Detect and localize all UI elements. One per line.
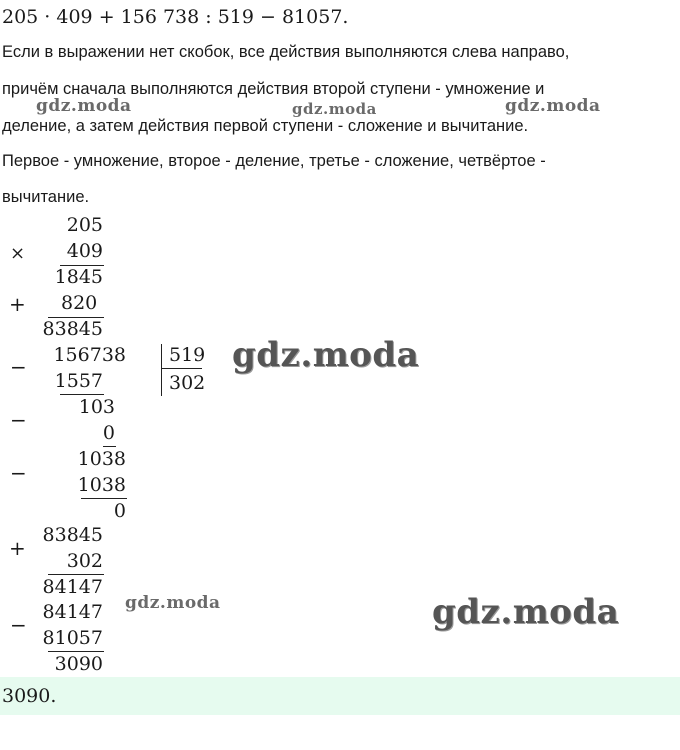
mult-factor2: 409 [66, 240, 103, 262]
watermark-logo: gdz.moda [505, 96, 601, 116]
div-minus-3: − [10, 461, 27, 485]
watermark-logo: gdz.moda [292, 100, 377, 118]
div-bracket-horizontal [162, 368, 202, 369]
div-subtrahend-2: 0 [102, 422, 115, 444]
mult-partial1: 1845 [54, 266, 103, 288]
watermark-logo-large: gdz.moda [232, 335, 420, 375]
div-minus-2: − [10, 408, 27, 432]
explanation-line-1: Если в выражении нет скобок, все действия выполняются слева направо, [2, 43, 570, 61]
div-remainder-3: 0 [113, 500, 126, 522]
mult-operator: × [10, 243, 26, 264]
div-subtrahend-3: 1038 [77, 474, 126, 496]
mult-partial2: 820 [61, 292, 98, 314]
sub-result: 3090 [54, 653, 103, 675]
add-sum: 84147 [42, 576, 103, 598]
add-operator: + [9, 536, 26, 560]
div-subtrahend-1: 1557 [54, 370, 103, 392]
explanation-line-4: Первое - умножение, второе - деление, третье - сложение, четвёртое - [2, 152, 546, 170]
expression: 205 · 409 + 156 738 : 519 − 81057. [2, 6, 349, 28]
watermark-logo: gdz.moda [125, 593, 221, 613]
watermark-logo: gdz.moda [36, 96, 132, 116]
mult-product: 83845 [42, 318, 103, 340]
add-term-a: 83845 [42, 524, 103, 546]
mult-factor1: 205 [66, 214, 103, 236]
add-term-b: 302 [66, 550, 103, 572]
div-minus-1: − [10, 355, 27, 379]
explanation-line-3: деление, а затем действия первой ступени - сложение и вычитание. [2, 117, 529, 135]
div-bracket-vertical [161, 344, 162, 396]
sub-term-b: 81057 [42, 627, 103, 649]
sub-operator: − [10, 613, 27, 637]
explanation-line-5: вычитание. [2, 188, 90, 206]
mult-plus-operator: + [9, 292, 26, 316]
explanation-line-2: причём сначала выполняются действия второй ступени - умножение и [2, 80, 545, 98]
div-dividend: 156738 [53, 344, 126, 366]
div-remainder-1: 103 [78, 396, 115, 418]
div-divisor: 519 [169, 344, 206, 366]
div-quotient: 302 [169, 372, 206, 394]
div-remainder-2: 1038 [77, 448, 126, 470]
answer-text: 3090. [2, 685, 57, 707]
watermark-logo-large: gdz.moda [432, 592, 620, 632]
sub-term-a: 84147 [42, 601, 103, 623]
answer-panel [0, 677, 680, 715]
